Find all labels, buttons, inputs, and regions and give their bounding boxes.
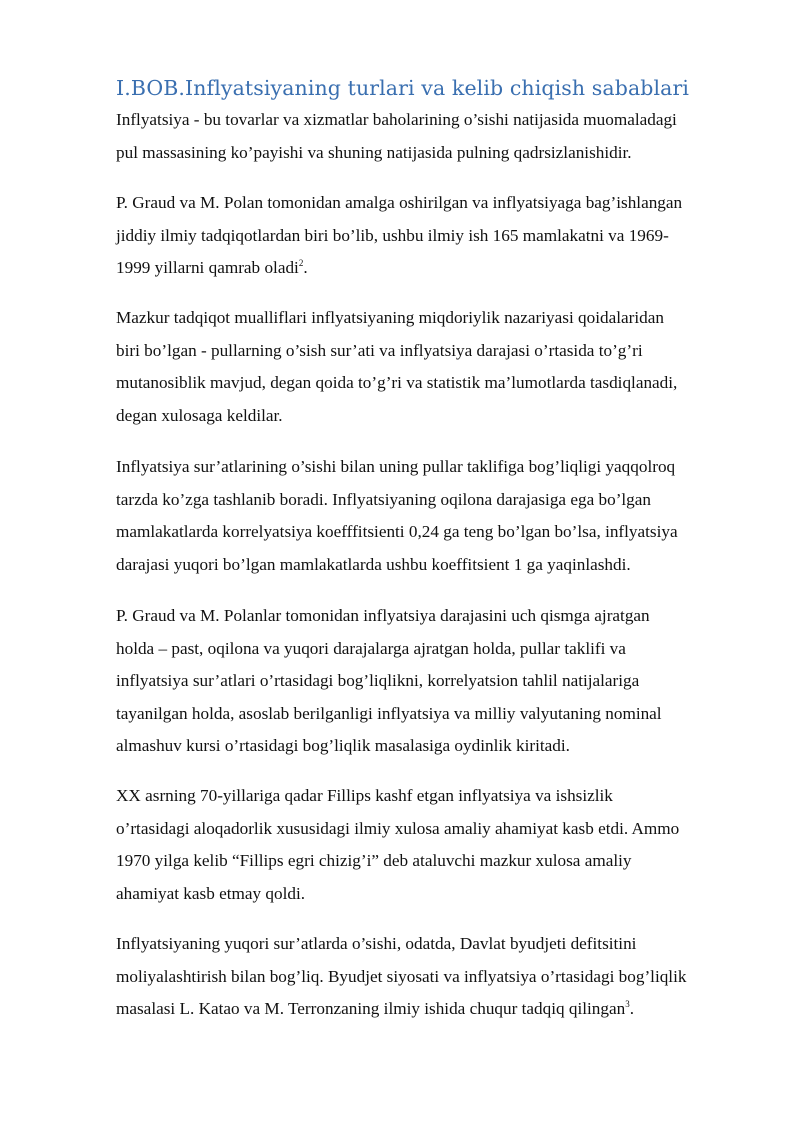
paragraph-1 [116,104,746,169]
footnote-ref-3[interactable]: 3 [625,999,630,1009]
paragraph-line: pul massasining ko’payishi va shuning natijasida pulning qadrsizlanishidir. [116,142,632,162]
paragraph-line: tayanilgan holda, asoslab berilganligi inflyatsiya va milliy valyutaning nominal [116,703,662,723]
paragraph-line: inflyatsiya sur’atlari o’rtasidagi bog’liqlikni, korrelyatsion tahlil natijalariga [116,671,640,690]
paragraph-line: darajasi yuqori bo’lgan mamlakatlarda ushbu koeffitsient 1 ga yaqinlashdi. [116,554,631,574]
footnote-ref-2[interactable]: 2 [298,258,304,268]
paragraph-line: Inflyatsiya - bu tovarlar va xizmatlar baholarining o’sishi natijasida muomaladagi [116,110,677,129]
paragraph-line-with-footnote [116,993,746,1026]
paragraph-line: holda – past, oqilona va yuqori darajalarga ajratgan holda, pullar taklifi va [116,638,626,658]
paragraph-line: mutanosiblik mavjud, degan qoida to’g’ri va statistik ma’lumotlarda tasdiqlanadi, [116,373,678,392]
paragraph-line: tarzda ko’zga tashlanib boradi. Inflyatsiyaning oqilona darajasiga ega bo’lgan [116,489,652,509]
paragraph-line-with-footnote [116,252,746,285]
line-tail: . [629,999,635,1018]
paragraph-line: almashuv kursi o’rtasidagi bog’liqlik masalasiga oydinlik kiritadi. [116,736,570,755]
paragraph-3 [116,302,746,432]
paragraph-6 [116,780,746,910]
paragraph-7 [116,928,746,1026]
paragraph-line: mamlakatlarda korrelyatsiya koefffitsienti 0,24 ga teng bo’lgan bo’lsa, inflyatsiya [116,522,678,541]
paragraph-line: moliyalashtirish bilan bog’liq. Byudjet siyosati va inflyatsiya o’rtasidagi bog’liqlik [116,966,687,986]
paragraph-line: jiddiy ilmiy tadqiqotlardan biri bo’lib, ushbu ilmiy ish 165 mamlakatni va 1969- [116,225,669,245]
paragraph-line: degan xulosaga keldilar. [116,405,283,425]
line-tail: . [303,258,308,277]
paragraph-line-text: 1999 yillarni qamrab oladi [116,258,299,277]
paragraph-line: 1970 yilga kelib “Fillips egri chizig’i” deb ataluvchi mazkur xulosa amaliy [116,851,632,870]
paragraph-4 [116,451,746,581]
paragraph-line: ahamiyat kasb etmay qoldi. [116,883,306,903]
paragraph-line: Inflyatsiyaning yuqori sur’atlarda o’sishi, odatda, Davlat byudjeti defitsitini [116,934,637,953]
paragraph-line: o’rtasidagi aloqadorlik xususidagi ilmiy xulosa amaliy ahamiyat kasb etdi. Ammo [116,818,680,838]
paragraph-line-text: masalasi L. Katao va M. Terronzaning ilmiy ishida chuqur tadqiq qilingan [116,999,626,1018]
paragraph-line: XX asrning 70-yillariga qadar Fillips kashf etgan inflyatsiya va ishsizlik [116,786,613,805]
paragraph-line: Mazkur tadqiqot mualliflari inflyatsiyaning miqdoriylik nazariyasi qoidalaridan [116,308,664,327]
paragraph-line: biri bo’lgan - pullarning o’sish sur’ati va inflyatsiya darajasi o’rtasida to’g’ri [116,340,643,360]
paragraph-2 [116,187,746,285]
paragraph-5 [116,600,746,763]
paragraph-line: P. Graud va M. Polan tomonidan amalga oshirilgan va inflyatsiyaga bag’ishlangan [116,193,683,212]
chapter-heading: I.BOB.Inflyatsiyaning turlari va kelib chiqish sabablari [116,76,690,100]
paragraph-line: P. Graud va M. Polanlar tomonidan inflyatsiya darajasini uch qismga ajratgan [116,606,650,625]
paragraph-line: Inflyatsiya sur’atlarining o’sishi bilan uning pullar taklifiga bog’liqligi yaqqolroq [116,457,676,476]
